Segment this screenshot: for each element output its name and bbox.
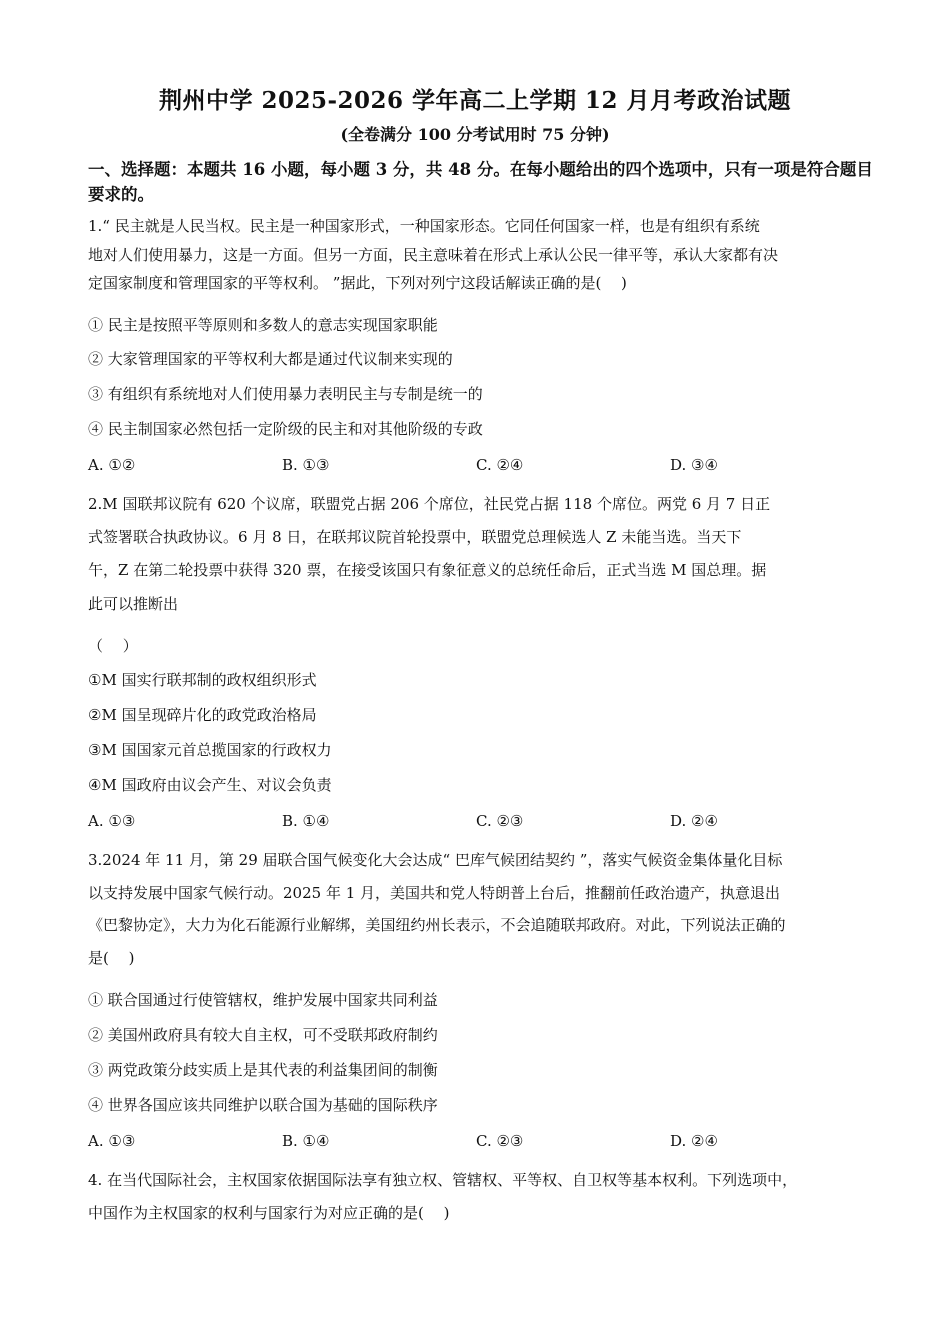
question-stem-line: 4. 在当代国际社会，主权国家依据国际法享有独立权、管辖权、平等权、自卫权等基本权利。下列选项中， xyxy=(88,1171,798,1189)
choice-d: D. ②④ xyxy=(670,812,718,830)
question-item: ④ 世界各国应该共同维护以联合国为基础的国际秩序 xyxy=(88,1096,438,1114)
choice-b: B. ①③ xyxy=(282,456,330,474)
question-item: ① 民主是按照平等原则和多数人的意志实现国家职能 xyxy=(88,316,438,334)
question-item: ② 大家管理国家的平等权利大都是通过代议制来实现的 xyxy=(88,350,453,368)
question-stem-line: 式签署联合执政协议。6 月 8 日，在联邦议院首轮投票中，联盟党总理候选人 Z 未能当选。当天下 xyxy=(88,528,742,546)
section-heading: 一、选择题：本题共 16 小题，每小题 3 分，共 48 分。在每小题给出的四个选项中，只有一项是符合题目要求的。 xyxy=(88,160,873,204)
question-item: ①M 国实行联邦制的政权组织形式 xyxy=(88,671,317,689)
question-stem-line: 地对人们使用暴力，这是一方面。但另一方面，民主意味着在形式上承认公民一律平等，承认大家都有决 xyxy=(88,246,779,264)
question-item: ② 美国州政府具有较大自主权，可不受联邦政府制约 xyxy=(88,1026,438,1044)
choice-a: A. ①② xyxy=(88,456,136,474)
choice-c: C. ②③ xyxy=(476,1132,524,1150)
question-item: ③M 国国家元首总揽国家的行政权力 xyxy=(88,741,332,759)
choice-b: B. ①④ xyxy=(282,812,330,830)
question-stem-line: 此可以推断出 xyxy=(88,595,179,613)
choice-c: C. ②④ xyxy=(476,456,524,474)
question-item: ②M 国呈现碎片化的政党政治格局 xyxy=(88,706,317,724)
choice-a: A. ①③ xyxy=(88,812,136,830)
question-stem-line: 2.M 国联邦议院有 620 个议席，联盟党占据 206 个席位，社民党占据 118 个席位。两党 6 月 7 日正 xyxy=(88,495,771,513)
question-item: ④M 国政府由议会产生、对议会负责 xyxy=(88,776,332,794)
choice-d: D. ③④ xyxy=(670,456,718,474)
question-stem-line: 以支持发展中国家气候行动。2025 年 1 月，美国共和党人特朗普上台后，推翻前任政治遗产，执意退出 xyxy=(88,884,781,902)
choice-d: D. ②④ xyxy=(670,1132,718,1150)
question-stem-line: 《巴黎协定》，大力为化石能源行业解绑，美国纽约州长表示，不会追随联邦政府。对此，下列说法正确的 xyxy=(88,916,786,934)
question-stem-line: 定国家制度和管理国家的平等权利。 ”据此，下列对列宁这段话解读正确的是( ) xyxy=(88,274,627,292)
choice-b: B. ①④ xyxy=(282,1132,330,1150)
page-subtitle: (全卷满分 100 分考试用时 75 分钟) xyxy=(340,125,610,144)
question-stem-line: 1.“ 民主就是人民当权。民主是一种国家形式，一种国家形态。它同任何国家一样，也是有组织有系统 xyxy=(88,217,760,235)
answer-bracket: （ ） xyxy=(88,637,138,655)
question-stem-line: 是( ) xyxy=(88,949,135,967)
question-item: ③ 两党政策分歧实质上是其代表的利益集团间的制衡 xyxy=(88,1061,438,1079)
question-stem-line: 中国作为主权国家的权利与国家行为对应正确的是( ) xyxy=(88,1204,450,1222)
question-stem-line: 午，Z 在第二轮投票中获得 320 票，在接受该国只有象征意义的总统任命后，正式当选 M 国总理。据 xyxy=(88,561,767,579)
question-item: ① 联合国通过行使管辖权，维护发展中国家共同利益 xyxy=(88,991,438,1009)
question-item: ③ 有组织有系统地对人们使用暴力表明民主与专制是统一的 xyxy=(88,385,483,403)
choice-a: A. ①③ xyxy=(88,1132,136,1150)
question-item: ④ 民主制国家必然包括一定阶级的民主和对其他阶级的专政 xyxy=(88,420,483,438)
choice-c: C. ②③ xyxy=(476,812,524,830)
question-stem-line: 3.2024 年 11 月，第 29 届联合国气候变化大会达成“ 巴库气候团结契约 ”，落实气候资金集体量化目标 xyxy=(88,851,783,869)
page-title: 荆州中学 2025-2026 学年高二上学期 12 月月考政治试题 xyxy=(158,87,792,114)
